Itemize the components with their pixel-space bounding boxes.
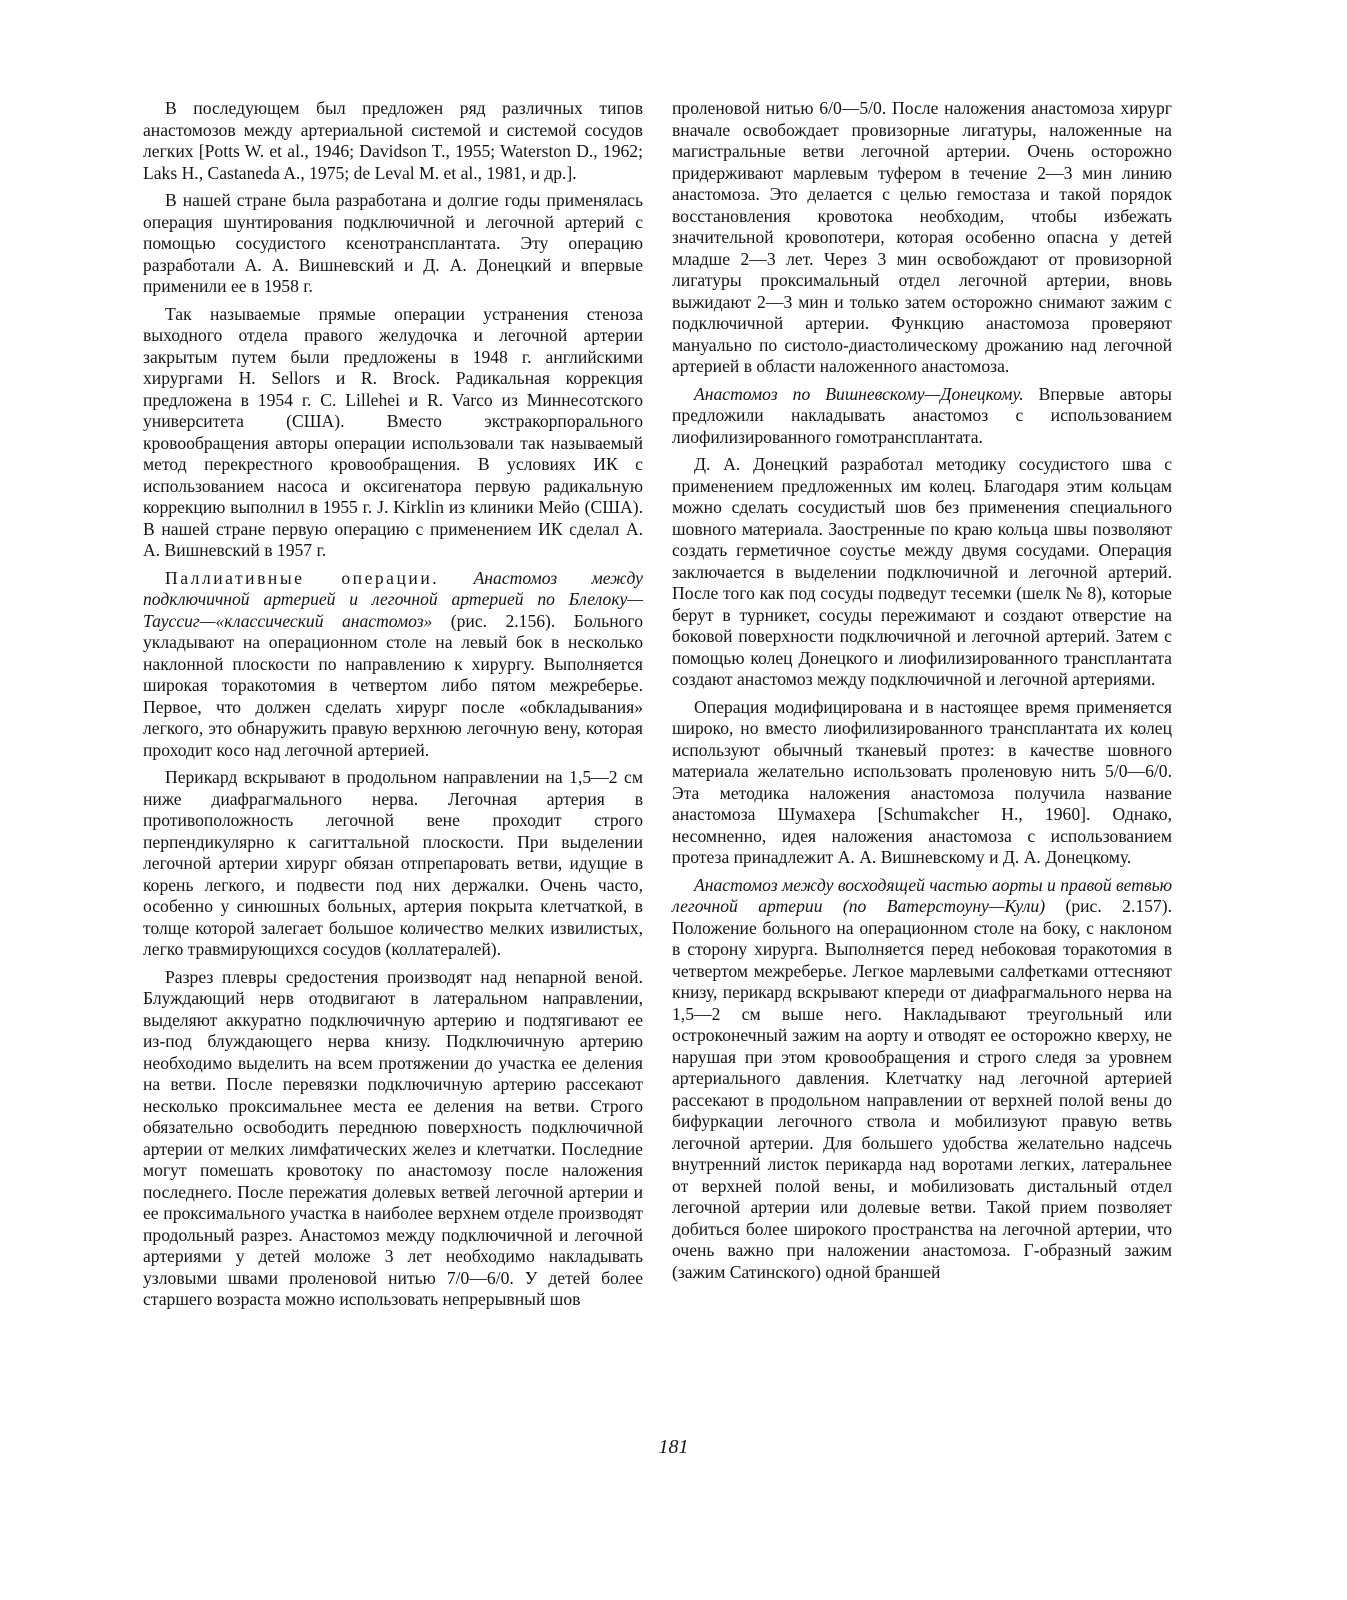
paragraph: проленовой нитью 6/0—5/0. После наложения анастомоза хирург вначале освобождает провизорные лигатуры, наложенные на магистральные ветви легочной артерии. Очень осторожно придерживают марлевым туфером в течение 2—3 мин линию анастомоза. Это делается с целью гемостаза и такой порядок восстановления кровотока необходим, чтобы избежать значительной кровопотери, которая особенно опасна у детей младше 2—3 лет. Через 3 мин освобождают от провизорной лигатуры проксимальный отдел легочной артерии, вновь выжидают 2—3 мин и только затем осторожно снимают зажим с подключичной артерии. Функцию анастомоза проверяют мануально по систоло-диастолическому дрожанию над легочной артерией в области наложенного анастомоза. <box>672 98 1172 376</box>
paragraph: Так называемые прямые операции устранения стеноза выходного отдела правого желудочка и легочной артерии закрытым путем были предложены в 1948 г. английскими хирургами Н. Sellors и R. Brock. Радикальная коррекция предложена в 1954 г. С. Lillehei и R. Varco из Миннесотского университета (США). Вместо экстракорпорального кровообращения авторы операции использовали так называемый метод перекрестного кровообращения. В условиях ИК с использованием насоса и оксигенатора первую радикальную коррекцию выполнил в 1955 г. J. Kirklin из клиники Мейо (США). В нашей стране первую операцию с применением ИК сделал А. А. Вишневский в 1957 г. <box>143 303 643 560</box>
paragraph: Перикард вскрывают в продольном направлении на 1,5—2 см ниже диафрагмального нерва. Легочная артерия в противоположность легочной вене проходит строго перпендикулярно к сагиттальной плоскости. При выделении легочной артерии хирург обязан отпрепаровать ветви, идущие в корень легкого, и подвести под них держалки. Очень часто, особенно у синюшных больных, артерия покрыта клетчаткой, в толще которой залегает большое количество мелких извилистых, легко травмирующихся сосудов (коллатералей). <box>143 767 643 959</box>
paragraph: Д. А. Донецкий разработал методику сосудистого шва с применением предложенных им колец. Благодаря этим кольцам можно сделать сосудистый шов без применения специального шовного материала. Заостренные по краю кольца швы позволяют создать герметичное соустье между двумя сосудами. Операция заключается в выделении подключичной и легочной артерий. После того как под сосуды подведут тесемки (шелк № 8), которые берут в турникет, сосуды пережимают и создают отверстие на боковой поверхности подключичной и легочной артерий. Затем с помощью колец Донецкого и лиофилизированного трансплантата создают анастомоз между подключичной и легочной артериями. <box>672 454 1172 689</box>
right-column <box>672 98 1172 1283</box>
paragraph: Разрез плевры средостения производят над непарной веной. Блуждающий нерв отодвигают в латеральном направлении, выделяют аккуратно подключичную артерию и подтягивают ее из-под блуждающего нерва книзу. Подключичную артерию необходимо выделить на всем протяжении до участка ее деления на ветви. После перевязки подключичную артерию рассекают несколько проксимальнее места ее деления на ветви. Строго обязательно освободить переднюю поверхность подключичной артерии от мелких лимфатических желез и клетчатки. Последние могут помешать кровотоку по анастомозу после наложения последнего. После пережатия долевых ветвей легочной артерии и ее проксимального участка в наиболее верхнем отделе производят продольный разрез. Анастомоз между подключичной и легочной артериями у детей моложе 3 лет необходимо накладывать узловыми швами проленовой нитью 7/0—6/0. У детей более старшего возраста можно использовать непрерывный шов <box>143 966 643 1309</box>
paragraph-text: (рис. 2.156). Больного укладывают на операционном столе на левый бок в несколько наклонной плоскости по направлению к хирургу. Выполняется широкая торакотомия в четвертом либо пятом межреберье. Первое, что должен сделать хирург после «обкладывания» легкого, это обнаружить правую верхнюю легочную вену, которая проходит косо над легочной артерией. <box>143 610 643 760</box>
paragraph: В последующем был предложен ряд различных типов анастомозов между артериальной системой и системой сосудов легких [Potts W. et al., 1946; Davidson T., 1955; Waterston D., 1962; Laks H., Castaneda A., 1975; de Leval M. et al., 1981, и др.]. <box>143 98 643 183</box>
subsection-title: Анастомоз между подключичной артерией и легочной артерией по Блелоку—Тауссиг—«классический анастомоз» <box>143 567 643 631</box>
paragraph: Операция модифицирована и в настоящее время применяется широко, но вместо лиофилизированного трансплантата их колец используют обычный тканевый протез: в качестве шовного материала желательно использовать проленовую нить 5/0—6/0. Эта методика наложения анастомоза получила название анастомоза Шумахера [Schumakcher H., 1960]. Однако, несомненно, идея наложения анастомоза с использованием протеза принадлежит А. А. Вишневскому и Д. А. Донецкому. <box>672 696 1172 867</box>
paragraph-text: Впервые авторы предложили накладывать анастомоз с использованием лиофилизированного гомотрансплантата. <box>672 383 1172 447</box>
paragraph <box>672 875 1172 1284</box>
paragraph: В нашей стране была разработана и долгие годы применялась операция шунтирования подключичной и легочной артерий с помощью сосудистого ксенотрансплантата. Эту операцию разработали А. А. Вишневский и Д. А. Донецкий и впервые применили ее в 1958 г. <box>143 190 643 296</box>
paragraph <box>672 384 1172 449</box>
left-column <box>143 98 643 1311</box>
paragraph-text: (рис. 2.157). Положение больного на операционном столе на боку, с наклоном в сторону хирурга. Выполняется перед небоковая торакотомия в четвертом межреберье. Легкое марлевыми салфетками оттесняют книзу, перикард вскрывают кпереди от диафрагмального нерва на 1,5—2 см выше него. Накладывают треугольный или остроконечный зажим на аорту и отводят ее осторожно кверху, не нарушая при этом кровообращения и строго следя за уровнем артериального давления. Клетчатку над легочной артерией рассекают в продольном направлении от верхней полой вены до бифуркации легочного ствола и мобилизуют правую ветвь легочной артерии. Для большего удобства желательно надсечь внутренний листок перикарда над воротами легких, латеральнее от верхней полой вены, и мобилизовать дистальный отдел легочной артерии или долевые ветви. Такой прием позволяет добиться более широкого пространства на легочной артерии, что очень важно при наложении анастомоза. Г-образный зажим (зажим Сатинского) одной браншей <box>672 896 1172 1282</box>
page-number: 181 <box>658 1436 689 1458</box>
subsection-title: Анастомоз между восходящей частью аорты и правой ветвью легочной артерии (по Ватерстоуну—Кули) <box>672 874 1172 916</box>
section-heading: Паллиативные операции. <box>165 567 440 588</box>
subsection-title: Анастомоз по Вишневскому—Донецкому. <box>694 383 1024 404</box>
paragraph <box>143 568 643 762</box>
